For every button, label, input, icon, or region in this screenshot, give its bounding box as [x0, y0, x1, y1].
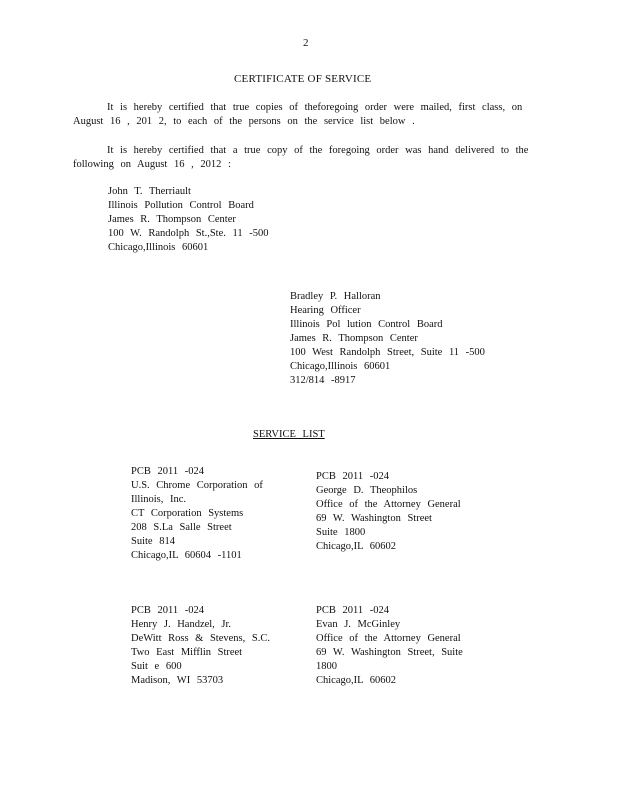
service-line: Two East Mifflin Street — [131, 647, 243, 658]
address-line: James R. Thompson Center — [290, 333, 418, 344]
address-line: James R. Thompson Center — [108, 214, 236, 225]
service-entry-theophilos — [316, 470, 461, 554]
address-block-board-clerk — [108, 185, 269, 255]
address-line: Chicago,Illinois 60601 — [290, 361, 391, 372]
service-line: 1800 — [316, 661, 337, 672]
service-line: Chicago,IL 60602 — [316, 541, 397, 552]
service-line: CT Corporation Systems — [131, 508, 244, 519]
service-line: PCB 2011 -024 — [316, 471, 389, 482]
address-line: 100 W. Randolph St.,Ste. 11 -500 — [108, 228, 269, 239]
page-number: 2 — [303, 37, 309, 49]
address-block-hearing-officer — [290, 290, 485, 388]
service-line: Office of the Attorney General — [316, 633, 461, 644]
service-line: Illinois, Inc. — [131, 494, 187, 505]
service-line: PCB 2011 -024 — [131, 466, 204, 477]
service-entry-mcginley — [316, 604, 463, 688]
service-line: U.S. Chrome Corporation of — [131, 480, 263, 491]
certificate-title: CERTIFICATE OF SERVICE — [234, 73, 372, 85]
paragraph-hand-delivered-line2: following on August 16 , 2012 : — [73, 159, 231, 170]
address-line: 312/814 -8917 — [290, 375, 356, 386]
address-line: John T. Therriault — [108, 186, 191, 197]
service-line: George D. Theophilos — [316, 485, 418, 496]
service-line: Madison, WI 53703 — [131, 675, 224, 686]
paragraph-mailed-line1: It is hereby certified that true copies of theforegoing order were mailed, first class, on — [107, 102, 523, 113]
service-line: Suit e 600 — [131, 661, 182, 672]
service-line: PCB 2011 -024 — [131, 605, 204, 616]
service-line: DeWitt Ross & Stevens, S.C. — [131, 633, 270, 644]
address-line: Hearing Officer — [290, 305, 361, 316]
service-entry-handzel — [131, 604, 270, 688]
paragraph-mailed-line2: August 16 , 201 2, to each of the persons on the service list below . — [73, 116, 415, 127]
address-line: Bradley P. Halloran — [290, 291, 381, 302]
service-entry-us-chrome — [131, 465, 263, 563]
address-line: 100 West Randolph Street, Suite 11 -500 — [290, 347, 485, 358]
service-line: 69 W. Washington Street, Suite — [316, 647, 463, 658]
service-list-title: SERVICE LIST — [253, 429, 325, 440]
service-line: Henry J. Handzel, Jr. — [131, 619, 232, 630]
paragraph-hand-delivered-line1: It is hereby certified that a true copy of the foregoing order was hand delivered to the — [107, 145, 529, 156]
address-line: Chicago,Illinois 60601 — [108, 242, 209, 253]
service-line: Suite 1800 — [316, 527, 366, 538]
service-line: Suite 814 — [131, 536, 175, 547]
service-line: Chicago,IL 60604 -1101 — [131, 550, 242, 561]
service-line: Chicago,IL 60602 — [316, 675, 397, 686]
service-line: Office of the Attorney General — [316, 499, 461, 510]
service-line: PCB 2011 -024 — [316, 605, 389, 616]
address-line: Illinois Pol lution Control Board — [290, 319, 443, 330]
service-line: 208 S.La Salle Street — [131, 522, 232, 533]
address-line: Illinois Pollution Control Board — [108, 200, 254, 211]
service-line: 69 W. Washington Street — [316, 513, 432, 524]
service-line: Evan J. McGinley — [316, 619, 401, 630]
